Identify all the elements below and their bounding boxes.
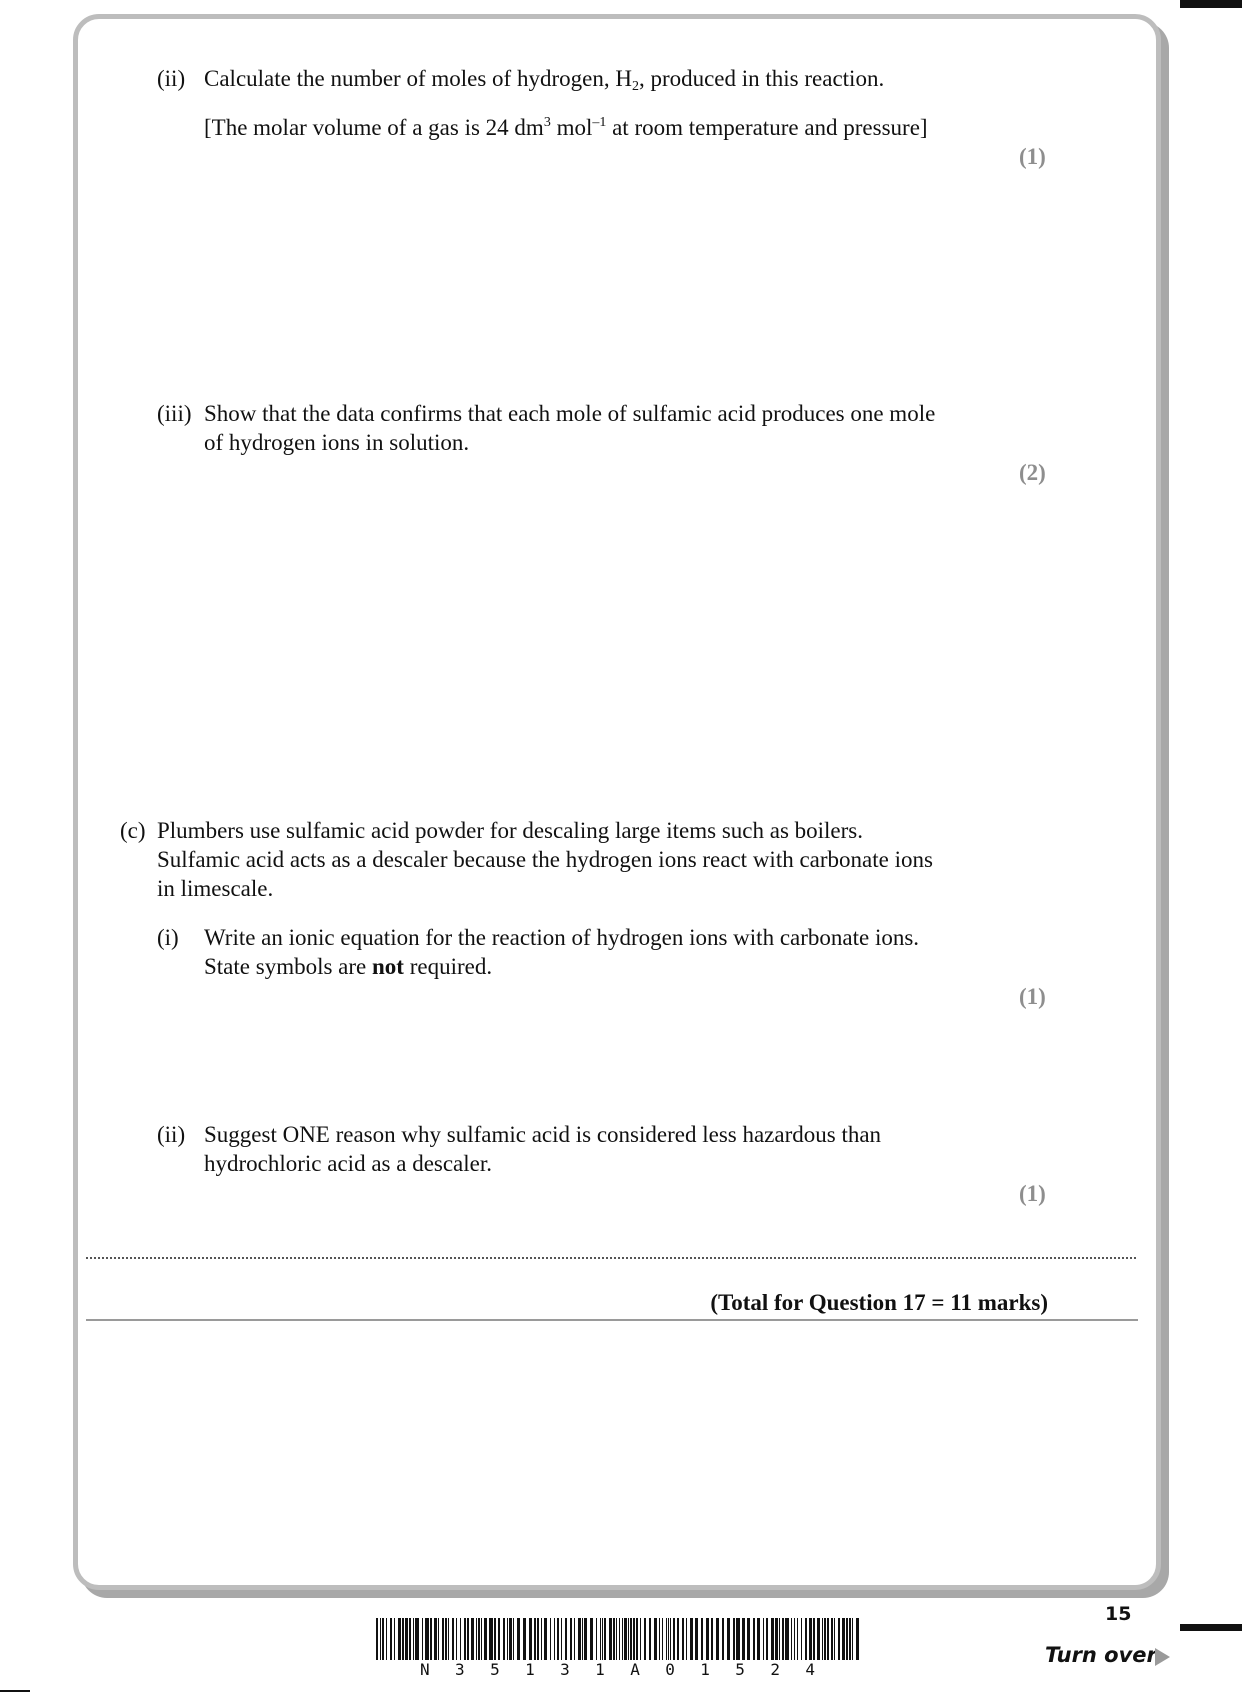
barcode-bar (613, 1618, 615, 1660)
barcode-bar (481, 1618, 482, 1660)
barcode-bar (584, 1618, 587, 1660)
barcode-bar (677, 1618, 679, 1660)
barcode-bar (478, 1618, 480, 1660)
marks-c-ii: (1) (1019, 1181, 1046, 1206)
barcode-bar (757, 1618, 760, 1660)
barcode-bar (561, 1618, 562, 1660)
barcode-bar (706, 1618, 709, 1660)
turn-over-label: Turn over (1045, 1643, 1157, 1667)
barcode-bar (390, 1618, 392, 1660)
barcode-digit: 2 (770, 1660, 780, 1679)
barcode-digit: 1 (700, 1660, 710, 1679)
barcode-bar (544, 1618, 547, 1660)
barcode-bar (596, 1618, 597, 1660)
barcode-bar (794, 1618, 795, 1660)
barcode-bar (809, 1618, 812, 1660)
barcode-bar (550, 1618, 551, 1660)
barcode-bar (636, 1618, 638, 1660)
question-b-ii-molar-volume-note: [The molar volume of a gas is 24 $dm^3$ mol$^{-1}$ at room temperature and pressure] (204, 115, 928, 140)
barcode-bar (430, 1618, 432, 1660)
barcode-bar (398, 1618, 401, 1660)
barcode-bar (582, 1618, 583, 1660)
barcode-bar (640, 1618, 641, 1660)
barcode-digit: 4 (805, 1660, 815, 1679)
barcode-bar (722, 1618, 724, 1660)
barcode-bar (856, 1618, 859, 1660)
barcode-bar (690, 1618, 693, 1660)
barcode-bar (644, 1618, 646, 1660)
barcode-digit: 0 (665, 1660, 675, 1679)
edge-mark-left (0, 1690, 30, 1692)
barcode-bar (624, 1618, 627, 1660)
question-number-c-ii: (ii) (157, 1122, 186, 1147)
question-number-c: (c) (120, 818, 146, 843)
barcode-bar (822, 1618, 823, 1660)
barcode-bar (507, 1618, 508, 1660)
barcode-bar (484, 1618, 487, 1660)
barcode-digits (376, 1660, 859, 1679)
barcode-bar (464, 1618, 466, 1660)
question-b-ii-line1: Calculate the number of moles of hydrogen, $H_2$, produced in this reaction. (204, 66, 885, 94)
question-total: (Total for Question 17 = 11 marks) (710, 1290, 1048, 1315)
barcode-bar (442, 1618, 444, 1660)
barcode-bar (666, 1618, 667, 1660)
question-number-c-i: (i) (157, 925, 179, 950)
question-c-ii-line1: Suggest ONE reason why sulfamic acid is considered less hazardous than (204, 1122, 882, 1147)
barcode-bar (422, 1618, 423, 1660)
barcode-bar (413, 1618, 414, 1660)
barcode-bar (753, 1618, 755, 1660)
barcode-bar (578, 1618, 581, 1660)
barcode-bar (494, 1618, 496, 1660)
barcode-bar (570, 1618, 572, 1660)
barcode-bar (574, 1618, 575, 1660)
barcode-bar (785, 1618, 789, 1660)
barcode-bar (498, 1618, 500, 1660)
barcode-bar (523, 1618, 526, 1660)
barcode-bar (503, 1618, 505, 1660)
barcode-bar (813, 1618, 815, 1660)
question-number-b-iii: (iii) (157, 401, 192, 426)
marks-b-ii: (1) (1019, 144, 1046, 169)
barcode-bar (654, 1618, 657, 1660)
barcode-digit: 3 (455, 1660, 465, 1679)
answer-frame (73, 14, 1161, 1590)
question-number-b-ii: (ii) (157, 66, 186, 91)
barcode-bar (590, 1618, 593, 1660)
barcode-bar (742, 1618, 745, 1660)
edge-mark-top (1180, 0, 1242, 8)
barcode-bar (513, 1618, 514, 1660)
barcode-bar (537, 1618, 539, 1660)
barcode-bar (747, 1618, 750, 1660)
barcode-bar (471, 1618, 474, 1660)
barcode-bar (733, 1618, 735, 1660)
barcode-bar (852, 1618, 853, 1660)
barcode-bar (456, 1618, 457, 1660)
barcode-bar (846, 1618, 848, 1660)
barcode-bar (791, 1618, 792, 1660)
marks-b-iii: (2) (1019, 460, 1046, 485)
barcode-digit: 5 (735, 1660, 745, 1679)
barcode-bar (827, 1618, 829, 1660)
barcode-bar (775, 1618, 778, 1660)
barcode-bar (467, 1618, 469, 1660)
question-b-iii-line1: Show that the data confirms that each mole of sulfamic acid produces one mole (204, 401, 936, 426)
barcode-bar (668, 1618, 669, 1660)
barcode-bar (817, 1618, 820, 1660)
barcode-bar (452, 1618, 454, 1660)
marks-c-i: (1) (1019, 984, 1046, 1009)
barcode-bar (554, 1618, 555, 1660)
turn-over-arrow-icon (1155, 1648, 1170, 1666)
question-c-line2: Sulfamic acid acts as a descaler because the hydrogen ions react with carbonate ions (157, 847, 933, 872)
barcode (376, 1618, 859, 1660)
barcode-digit: 1 (525, 1660, 535, 1679)
barcode-digit: 3 (560, 1660, 570, 1679)
barcode-bar (376, 1618, 378, 1660)
barcode-bar (670, 1618, 671, 1660)
barcode-bar (633, 1618, 635, 1660)
barcode-digit: 5 (490, 1660, 500, 1679)
page-number: 15 (1105, 1603, 1132, 1625)
barcode-bar (801, 1618, 802, 1660)
barcode-bar (771, 1618, 774, 1660)
barcode-bar (838, 1618, 840, 1660)
barcode-bar (849, 1618, 851, 1660)
barcode-bar (448, 1618, 449, 1660)
barcode-bar (402, 1618, 404, 1660)
barcode-bar (834, 1618, 835, 1660)
barcode-bar (630, 1618, 632, 1660)
barcode-bar (438, 1618, 439, 1660)
barcode-bar (394, 1618, 395, 1660)
barcode-bar (380, 1618, 381, 1660)
barcode-bar (649, 1618, 651, 1660)
barcode-bar (711, 1618, 713, 1660)
barcode-digit: A (630, 1660, 640, 1679)
edge-mark-bottom (1180, 1624, 1242, 1631)
question-c-line3: in limescale. (157, 876, 274, 901)
barcode-bar (766, 1618, 768, 1660)
barcode-bar (382, 1618, 384, 1660)
barcode-bar (695, 1618, 698, 1660)
question-c-ii-line2: hydrochloric acid as a descaler. (204, 1151, 493, 1176)
barcode-bar (415, 1618, 419, 1660)
barcode-bar (476, 1618, 477, 1660)
barcode-bar (600, 1618, 601, 1660)
barcode-bar (736, 1618, 740, 1660)
barcode-bar (604, 1618, 606, 1660)
barcode-bar (686, 1618, 687, 1660)
barcode-bar (805, 1618, 807, 1660)
barcode-bar (659, 1618, 660, 1660)
question-c-i-line1: Write an ionic equation for the reaction of hydrogen ions with carbonate ions. (204, 925, 920, 950)
barcode-bar (622, 1618, 623, 1660)
barcode-bar (445, 1618, 447, 1660)
barcode-bar (509, 1618, 512, 1660)
answer-line[interactable] (86, 1257, 1136, 1259)
barcode-bar (616, 1618, 617, 1660)
barcode-bar (602, 1618, 603, 1660)
barcode-bar (565, 1618, 567, 1660)
barcode-bar (824, 1618, 826, 1660)
barcode-bar (797, 1618, 798, 1660)
barcode-bar (842, 1618, 845, 1660)
barcode-bar (529, 1618, 532, 1660)
question-b-iii-line2: of hydrogen ions in solution. (204, 430, 470, 455)
barcode-bar (609, 1618, 612, 1660)
barcode-bar (541, 1618, 542, 1660)
barcode-bar (779, 1618, 780, 1660)
barcode-bar (434, 1618, 437, 1660)
barcode-bar (489, 1618, 493, 1660)
barcode-digit: N (420, 1660, 430, 1679)
barcode-bar (662, 1618, 663, 1660)
question-c-line1: Plumbers use sulfamic acid powder for descaling large items such as boilers. (157, 818, 864, 843)
question-c-i-line2: State symbols are not required. (204, 954, 493, 979)
barcode-bar (409, 1618, 411, 1660)
barcode-bar (534, 1618, 536, 1660)
barcode-bar (716, 1618, 719, 1660)
barcode-bar (673, 1618, 675, 1660)
barcode-bar (517, 1618, 520, 1660)
barcode-bar (763, 1618, 764, 1660)
barcode-bar (460, 1618, 461, 1660)
barcode-bar (701, 1618, 703, 1660)
barcode-bar (405, 1618, 408, 1660)
barcode-bar (557, 1618, 559, 1660)
barcode-bar (628, 1618, 629, 1660)
barcode-bar (782, 1618, 784, 1660)
total-divider (86, 1319, 1138, 1321)
barcode-bar (682, 1618, 684, 1660)
barcode-digit: 1 (595, 1660, 605, 1679)
barcode-bar (727, 1618, 730, 1660)
barcode-bar (831, 1618, 833, 1660)
barcode-bar (386, 1618, 387, 1660)
barcode-bar (425, 1618, 429, 1660)
barcode-bar (619, 1618, 620, 1660)
